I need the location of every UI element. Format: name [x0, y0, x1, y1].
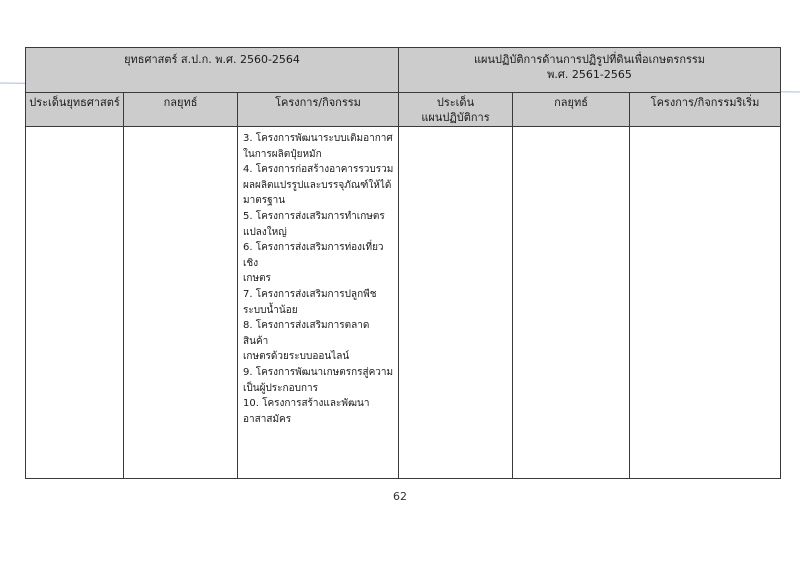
strategy-group-header: ยุทธศาสตร์ ส.ป.ก. พ.ศ. 2560-2564 — [26, 48, 399, 93]
action-plan-group-header — [399, 48, 781, 93]
list-item: 4. โครงการก่อสร้างอาคารรวบรวม ผลผลิตแปรรูปและบรรจุภัณฑ์ให้ได้ มาตรฐาน — [243, 164, 394, 207]
col-plan-strategy: กลยุทธ์ — [513, 93, 630, 127]
plan-table — [25, 47, 781, 479]
cell-initial-project — [630, 127, 781, 479]
list-item: 8. โครงการส่งเสริมการตลาดสินค้า เกษตรด้วยระบบออนไลน์ — [243, 320, 370, 363]
col-plan-issue-line2: แผนปฏิบัติการ — [421, 111, 490, 124]
col-project-activity: โครงการ/กิจกรรม — [238, 93, 399, 127]
col-initial-project: โครงการ/กิจกรรมริเริ่ม — [630, 93, 781, 127]
cell-project-activity — [238, 127, 399, 479]
cell-plan-issue — [399, 127, 513, 479]
list-item: 3. โครงการพัฒนาระบบเติมอากาศ ในการผลิตปุ๋ยหมัก — [243, 133, 393, 160]
action-plan-period: พ.ศ. 2561-2565 — [547, 68, 632, 81]
cell-strategy — [124, 127, 238, 479]
page-number: 62 — [393, 490, 407, 503]
cell-plan-strategy — [513, 127, 630, 479]
table-row — [26, 127, 781, 479]
list-item: 10. โครงการสร้างและพัฒนา อาสาสมัคร — [243, 398, 370, 425]
column-header-row — [26, 93, 781, 127]
col-plan-issue — [399, 93, 513, 127]
action-plan-title: แผนปฏิบัติการด้านการปฏิรูปที่ดินเพื่อเกษตรกรรม — [473, 53, 706, 66]
list-item: 5. โครงการส่งเสริมการทำเกษตร แปลงใหญ่ — [243, 210, 385, 238]
project-list — [238, 127, 398, 427]
list-item: 9. โครงการพัฒนาเกษตรกรสู่ความ เป็นผู้ประกอบการ — [243, 366, 394, 394]
col-strategy: กลยุทธ์ — [124, 93, 238, 127]
list-item: 6. โครงการส่งเสริมการท่องเที่ยวเชิง เกษตร — [243, 242, 384, 285]
col-strategic-issue: ประเด็นยุทธศาสตร์ — [26, 93, 124, 127]
header-group-row — [26, 48, 781, 93]
cell-strategic-issue — [26, 127, 124, 479]
col-plan-issue-line1: ประเด็น — [436, 96, 475, 109]
list-item: 7. โครงการส่งเสริมการปลูกพืช ระบบน้ำน้อย — [243, 288, 377, 316]
